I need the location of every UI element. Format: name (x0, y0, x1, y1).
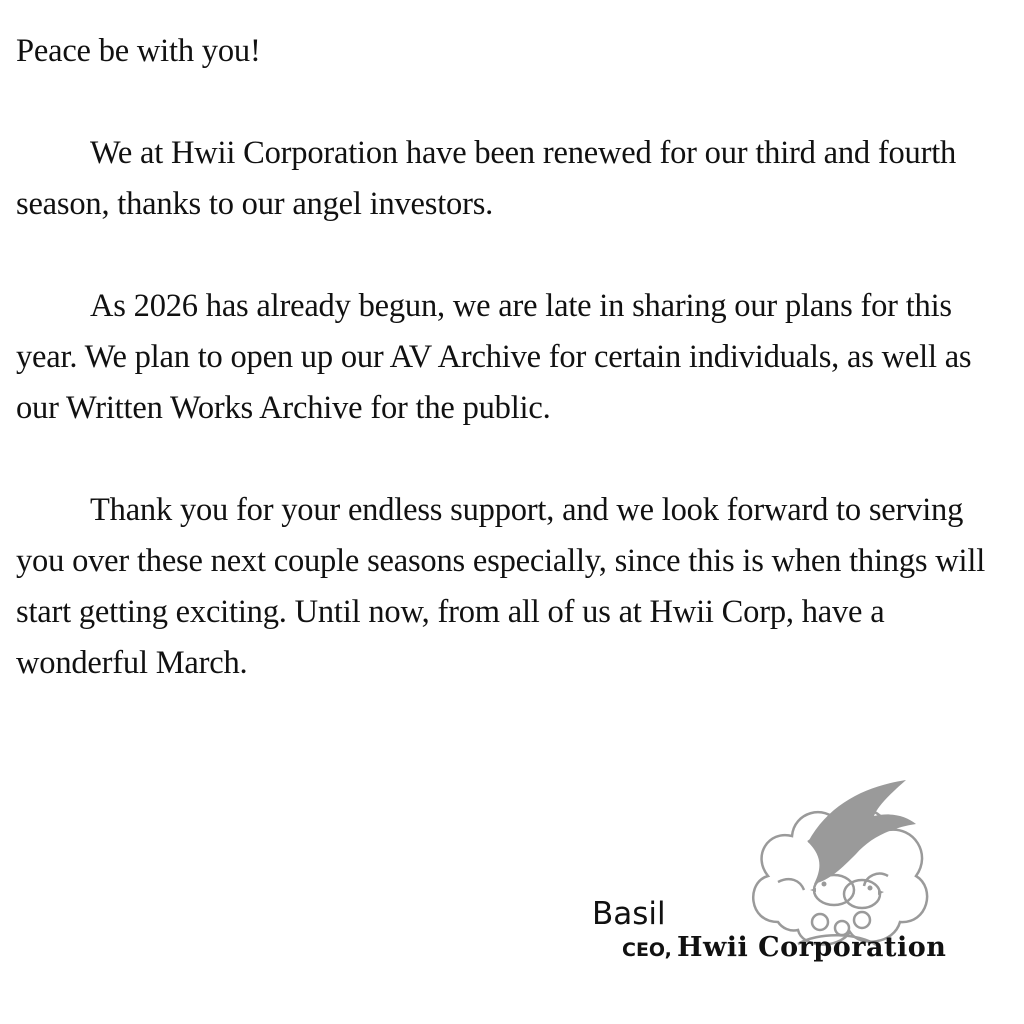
signer-title (622, 932, 946, 963)
signer-role: CEO, (622, 939, 672, 961)
company-name: Hwii Corporation (676, 932, 947, 963)
paragraph-thanks: Thank you for your endless support, and we look forward to serving you over these next couple seasons especially, since this is when things will start getting exciting. Until now, from all of us at Hwii Corp, have a wonderful March. (16, 492, 986, 681)
paragraph-plans: As 2026 has already begun, we are late in sharing our plans for this year. We plan to open up our AV Archive for certain individuals, as well as our Written Works Archive for the public. (16, 288, 972, 426)
greeting: Peace be with you! (16, 33, 261, 69)
signer-name: Basil (592, 896, 666, 932)
signature-block (592, 894, 1012, 974)
paragraph-renewal: We at Hwii Corporation have been renewed for our third and fourth season, thanks to our angel investors. (16, 135, 957, 222)
letter-body (16, 26, 1016, 689)
